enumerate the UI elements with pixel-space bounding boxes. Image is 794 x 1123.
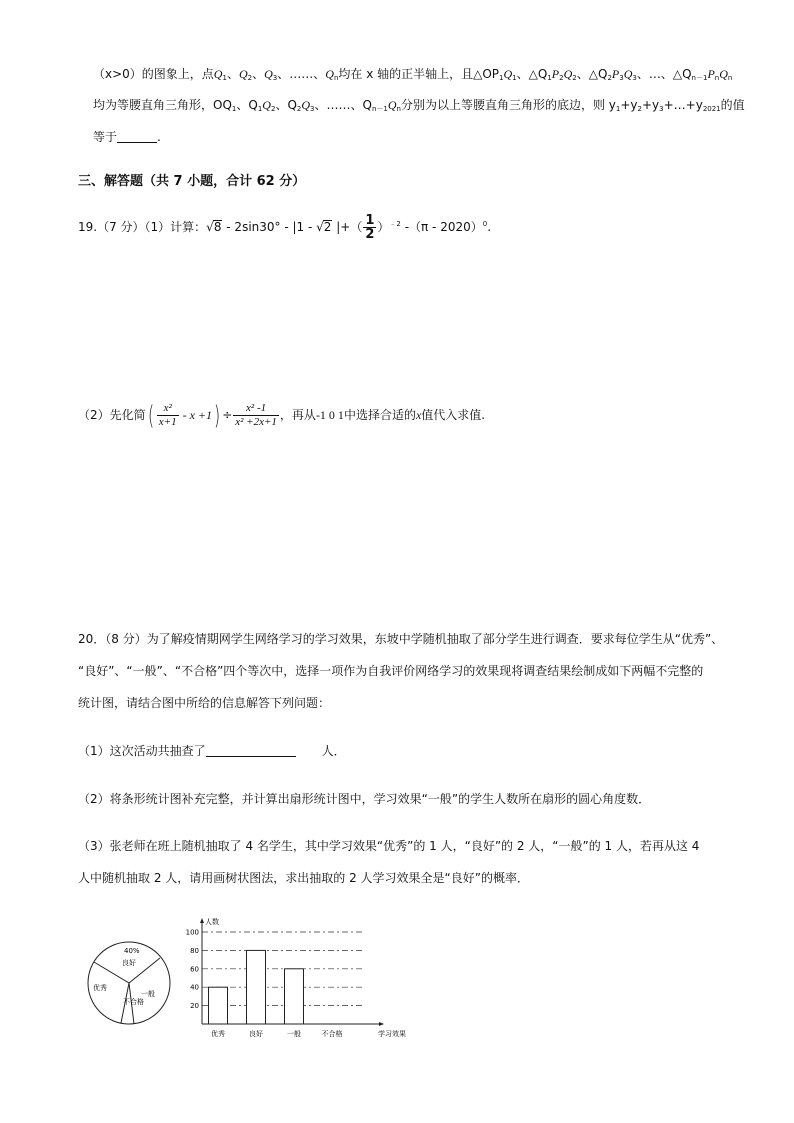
- q18-answer-blank[interactable]: [117, 130, 157, 143]
- frac1-num: x²: [157, 402, 179, 416]
- q20-sub2: （2）将条形统计图补充完整，并计算出扇形统计图中，学习效果“一般”的学生人数所在扇形的圆心角度数．: [78, 792, 651, 806]
- q19p2-range: -1 0 1: [315, 408, 344, 422]
- q20-line3: 统计图，请结合图中所给的信息解答下列问题：: [78, 696, 331, 710]
- pie-label-pct: 40%: [124, 947, 140, 955]
- q-3: Q: [264, 67, 273, 81]
- q19p2-x: x: [415, 408, 422, 422]
- q19p2-text-b: ，再从: [279, 408, 316, 422]
- q18-text-f: 均为等腰直角三角形，OQ: [93, 98, 232, 112]
- q19-text-g: .: [487, 220, 492, 234]
- y-tick-label: 40: [190, 983, 199, 992]
- q18-text-g: 、Q: [236, 98, 258, 112]
- bar-2: [285, 969, 304, 1024]
- y-axis-label: 人数: [205, 918, 219, 926]
- frac-num: 1: [365, 213, 375, 228]
- y-tick-label: 60: [190, 965, 199, 974]
- q18-text-c: 、△Q: [516, 67, 548, 81]
- sqrt-8: 8: [213, 220, 222, 234]
- q19p2-text-a: （2）先化简: [78, 408, 146, 422]
- q-1: Q: [213, 67, 223, 81]
- q18-line2: 均为等腰直角三角形，$OQ_1$、$Q_1Q_2$、$Q_2Q_3$、……、$Q_{n-1}Q_n$分别为以上等腰直角三角形的底边，则 $y_1+y_2+y_3+\dots+y_{2021}$的值: [93, 98, 745, 113]
- pie-chart: [84, 938, 174, 1028]
- sqrt-sign-2: √: [316, 220, 324, 234]
- q19-text-b: - 2sin30° - |1 -: [222, 220, 317, 234]
- q19p2-text-c: 中选择合适的: [343, 408, 416, 422]
- bars: [209, 950, 304, 1024]
- q20-sub3-line1: （3）张老师在班上随机抽取了 4 名学生，其中学习效果“优秀”的 1 人，“良好”的 2 人，“一般”的 1 人，若再从这 4: [78, 839, 700, 853]
- right-paren: ): [214, 400, 221, 431]
- q20-answer-blank[interactable]: [206, 744, 296, 757]
- q-n: Q: [325, 67, 334, 81]
- fraction-1: [157, 402, 179, 429]
- frac-den: 2: [365, 227, 375, 242]
- left-paren: (: [147, 400, 154, 431]
- q18-text-i: 、……、Q: [314, 98, 372, 112]
- q18-line3: [93, 129, 161, 145]
- pie-label-good: 良好: [122, 959, 136, 967]
- y-tick-label: 80: [190, 946, 199, 955]
- section-title: 三、解答题（共 7 小题，合计 62 分）: [78, 174, 306, 189]
- y-ticks: [186, 929, 199, 1011]
- q18-text-k: 的值: [720, 98, 745, 112]
- q20-sub1-text-b: 人．: [321, 744, 346, 758]
- q18-text-m: .: [157, 130, 161, 144]
- fraction-2: [233, 402, 279, 429]
- x-axis-arrow: [379, 1022, 384, 1026]
- bar-chart: [180, 914, 420, 1039]
- q18-text-e: 、…、△Q: [636, 67, 692, 81]
- fraction-half: [363, 214, 376, 241]
- q18-text-j: 分别为以上等腰直角三角形的底边，则 y: [400, 98, 616, 112]
- q18-line1: （x>0）的图象上，点$Q_1$、$Q_2$、$Q_3$、……、$Q_n$均在 x 轴的正半轴上，且$\triangle OP_1Q_1$、$\triangle Q_1P_2Q_2$、$\triangle Q_2P_3Q_3$、…、$\triangle Q_{n-1}P_nQ_n$: [93, 67, 733, 82]
- x-axis-label: 学习效果: [378, 1030, 406, 1038]
- q19p2-text-d: 值代入求值.: [421, 408, 486, 422]
- q19-text-d: |+（: [332, 220, 363, 234]
- q20-sub3-line2: 人中随机抽取 2 人，请用画树状图法，求出抽取的 2 人学习效果全是“良好”的概率．: [78, 871, 529, 885]
- y-tick-label: 20: [190, 1002, 199, 1011]
- pie-label-excellent: 优秀: [93, 984, 107, 992]
- bar-1: [247, 950, 266, 1024]
- q18-text-l: 等于: [93, 130, 118, 144]
- q19-text-f: -（π - 2020）: [400, 220, 483, 234]
- sqrt-2: 2: [323, 220, 332, 234]
- bar-0: [209, 987, 228, 1024]
- q18-text-h: 、Q: [275, 98, 297, 112]
- q18-text-d: 、△Q: [576, 67, 608, 81]
- category-label: 一般: [287, 1030, 301, 1038]
- divide-sign: ÷: [222, 408, 233, 422]
- q20-line2: “良好”、“一般”、“不合格”四个等次中，选择一项作为自我评价网络学习的效果现将调查结果绘制成如下两幅不完整的: [78, 664, 704, 678]
- y-tick-label: 100: [185, 928, 199, 937]
- categories: [211, 1029, 343, 1038]
- q19-text-e: ）: [377, 220, 390, 234]
- q18-ellipsis: 、……、: [277, 67, 326, 81]
- q19p2-mid: - x +1: [179, 408, 213, 422]
- q18-text-a: （x>0）的图象上，点: [93, 67, 214, 81]
- category-label: 良好: [249, 1030, 263, 1038]
- category-label: 不合格: [321, 1030, 343, 1038]
- pie-label-fail: 不合格: [123, 998, 144, 1006]
- q19-part2: [78, 398, 485, 432]
- frac2-den: x² +2x+1: [235, 416, 277, 428]
- q20-sub1: [78, 743, 346, 759]
- q-2: Q: [238, 67, 248, 81]
- q19-part1: [78, 214, 491, 241]
- frac1-den: x+1: [158, 416, 177, 428]
- exponent-neg2: ﹣2: [389, 220, 401, 228]
- q20-line1: 20．（8 分）为了解疫情期网学生网络学习的学习效果，东坡中学随机抽取了部分学生进行调查．要求每位学生从“优秀”、: [78, 632, 724, 646]
- y-axis-arrow: [200, 918, 204, 923]
- pie-label-average: 一般: [141, 990, 155, 998]
- q19-number: 19.（7 分）（1）计算：: [78, 220, 207, 234]
- category-label: 优秀: [211, 1030, 225, 1038]
- frac2-num: x² -1: [233, 402, 279, 416]
- q20-sub1-text-a: （1）这次活动共抽查了: [78, 744, 206, 758]
- exponent-0: 0: [482, 220, 488, 228]
- q18-text-b: 均在 x 轴的正半轴上，且△OP: [338, 67, 500, 81]
- sqrt-sign: √: [206, 220, 214, 234]
